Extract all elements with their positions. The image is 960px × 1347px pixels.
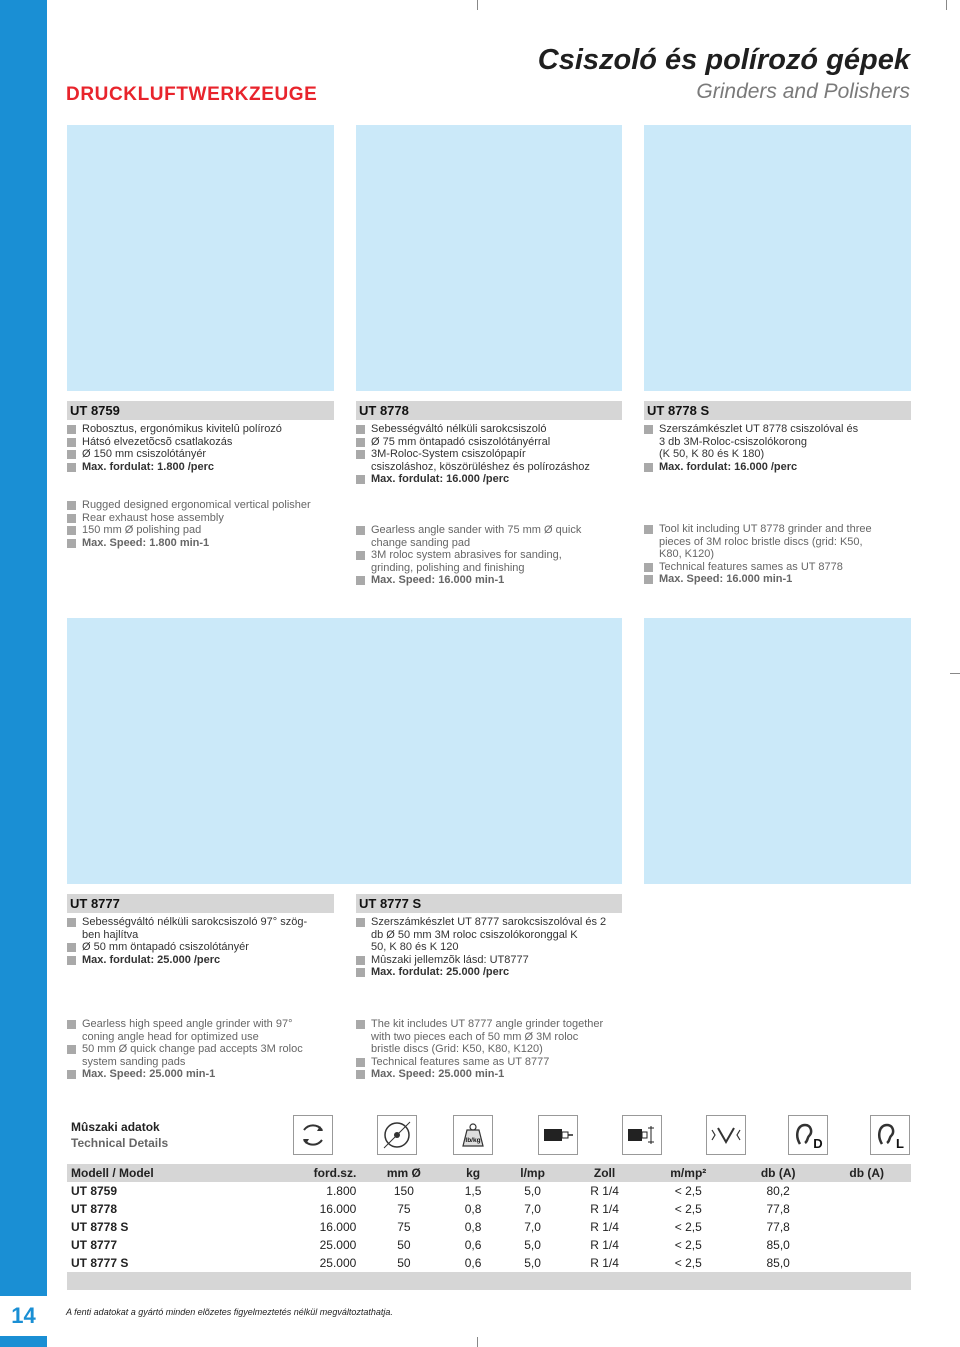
- list-item: Szerszámkészlet UT 8778 csiszolóval és: [644, 423, 911, 436]
- col-header-model: Modell / Model: [67, 1164, 255, 1182]
- product-photo-ut8759: [67, 125, 334, 391]
- table-row: [67, 1218, 911, 1236]
- cell: < 2,5: [674, 1238, 702, 1252]
- cell-model: UT 8777 S: [71, 1256, 129, 1270]
- list-item: K80, K120): [659, 548, 715, 560]
- cell: [822, 1218, 911, 1236]
- cell: 150: [393, 1184, 414, 1198]
- col-header-vibration: m/mp²: [643, 1164, 734, 1182]
- list-item: Technical features same as UT 8777: [356, 1056, 626, 1069]
- tech-title-en: Technical Details: [71, 1136, 169, 1150]
- model-header-ut8777: UT 8777: [67, 894, 334, 913]
- table-row: [67, 1182, 911, 1200]
- weight-icon: [453, 1115, 493, 1155]
- cell: 1,5: [464, 1184, 482, 1198]
- cell-model: UT 8778 S: [71, 1220, 129, 1234]
- list-item: system sanding pads: [82, 1055, 186, 1068]
- noise-power-label: L: [896, 1136, 904, 1151]
- table-row: [67, 1254, 911, 1272]
- list-item: Gearless high speed angle grinder with 97°: [67, 1018, 327, 1031]
- cell: < 2,5: [674, 1256, 702, 1270]
- col-header-weight: kg: [447, 1164, 498, 1182]
- description-hu-ut8778: [356, 423, 622, 486]
- crop-mark: [950, 673, 960, 674]
- noise-pressure-icon: [788, 1115, 828, 1155]
- description-en-ut8759: [67, 499, 342, 549]
- cell: [822, 1236, 911, 1254]
- cell: 0,6: [464, 1238, 482, 1252]
- cell: 77,8: [766, 1202, 790, 1216]
- cell: 75: [397, 1220, 411, 1234]
- product-photo-ut8777s: [644, 618, 911, 884]
- cell-model: UT 8759: [71, 1184, 118, 1198]
- list-item: Szerszámkészlet UT 8777 sarokcsiszolóval és 2: [356, 916, 622, 929]
- cell: 25.000: [319, 1256, 357, 1270]
- cell: 50: [397, 1256, 411, 1270]
- list-item: bristle discs (Grid: K50, K80, K120): [371, 1043, 543, 1055]
- cell: 16.000: [319, 1220, 357, 1234]
- cell: [822, 1182, 911, 1200]
- cell: 16.000: [319, 1202, 357, 1216]
- table-footer-bar: [67, 1272, 911, 1290]
- list-item: Gearless angle sander with 75 mm Ø quick: [356, 524, 622, 537]
- list-item: Hátsó elvezetõcsõ csatlakozás: [67, 436, 334, 449]
- air-consumption-icon: [538, 1115, 578, 1155]
- list-item: Max. Speed: 25.000 min-1: [67, 1068, 327, 1081]
- list-item: Max. Speed: 25.000 min-1: [356, 1068, 626, 1081]
- list-item: Rear exhaust hose assembly: [67, 512, 342, 525]
- description-hu-ut8777s: [356, 916, 622, 979]
- list-item: coning angle head for optimized use: [82, 1030, 259, 1043]
- table-row: [67, 1236, 911, 1254]
- list-item: 50, K 80 és K 120: [371, 941, 459, 953]
- page-title: Csiszoló és polírozó gépek: [537, 44, 910, 76]
- model-header-ut8778: UT 8778: [356, 401, 622, 420]
- description-en-ut8778s: [644, 523, 911, 586]
- cell: 85,0: [766, 1256, 790, 1270]
- cell: 85,0: [766, 1238, 790, 1252]
- list-item: grinding, polishing and finishing: [371, 561, 525, 574]
- list-item: ben hajlítva: [82, 928, 139, 941]
- disc-icon: [377, 1115, 417, 1155]
- description-en-ut8777: [67, 1018, 327, 1081]
- cell: < 2,5: [674, 1202, 702, 1216]
- crop-mark: [477, 1337, 478, 1347]
- list-item: Ø 50 mm öntapadó csiszolótányér: [67, 941, 317, 954]
- list-item: csiszoláshoz, köszörüléshez és polírozáshoz: [371, 460, 590, 473]
- col-header-noise-power: db (A): [822, 1164, 911, 1182]
- list-item: Mûszaki jellemzõk lásd: UT8777: [356, 954, 622, 967]
- product-photo-ut8777: [67, 618, 622, 884]
- cell: R 1/4: [590, 1202, 619, 1216]
- list-item: (K 50, K 80 és K 180): [659, 448, 765, 460]
- cell: R 1/4: [590, 1220, 619, 1234]
- product-photo-ut8778s: [644, 125, 911, 391]
- cell: < 2,5: [674, 1184, 702, 1198]
- disclaimer-footnote: A fenti adatokat a gyártó minden elõzetes figyelmeztetés nélkül megváltoztathatja.: [66, 1307, 393, 1317]
- list-item: Max. Speed: 16.000 min-1: [356, 574, 622, 587]
- list-item: with two pieces each of 50 mm Ø 3M roloc: [371, 1030, 579, 1043]
- model-header-ut8777s: UT 8777 S: [356, 894, 622, 913]
- list-item: 150 mm Ø polishing pad: [67, 524, 342, 537]
- table-row: [67, 1200, 911, 1218]
- air-inlet-icon: [622, 1115, 662, 1155]
- list-item: The kit includes UT 8777 angle grinder together: [356, 1018, 626, 1031]
- crop-mark: [477, 0, 478, 10]
- list-item: Ø 75 mm öntapadó csiszolótányérral: [356, 436, 622, 449]
- table-header-row: [67, 1164, 911, 1182]
- side-bar: [0, 0, 47, 1347]
- list-item: Sebességváltó nélküli sarokcsiszoló: [356, 423, 622, 436]
- list-item: Max. fordulat: 16.000 /perc: [356, 473, 622, 486]
- list-item: Rugged designed ergonomical vertical polisher: [67, 499, 342, 512]
- list-item: pieces of 3M roloc bristle discs (grid: K50,: [659, 535, 863, 548]
- list-item: Robosztus, ergonómikus kivitelû polírozó: [67, 423, 334, 436]
- cell: 5,0: [524, 1238, 541, 1252]
- vibration-icon: [706, 1115, 746, 1155]
- cell: R 1/4: [590, 1256, 619, 1270]
- cell: 7,0: [524, 1220, 541, 1234]
- page-number: 14: [0, 1296, 47, 1336]
- cell: 5,0: [524, 1256, 541, 1270]
- col-header-air: l/mp: [499, 1164, 567, 1182]
- list-item: Max. fordulat: 25.000 /perc: [356, 966, 622, 979]
- list-item: db Ø 50 mm 3M roloc csiszolókoronggal K: [371, 928, 578, 941]
- product-photo-ut8778: [356, 125, 622, 391]
- list-item: 50 mm Ø quick change pad accepts 3M roloc: [67, 1043, 327, 1056]
- tech-title-hu: Mûszaki adatok: [71, 1120, 160, 1134]
- list-item: Sebességváltó nélküli sarokcsiszoló 97° szög-: [67, 916, 317, 929]
- list-item: change sanding pad: [371, 536, 471, 549]
- noise-power-icon: [870, 1115, 910, 1155]
- list-item: 3M-Roloc-System csiszolópapír: [356, 448, 622, 461]
- rotation-icon: [293, 1115, 333, 1155]
- description-en-ut8777s: [356, 1018, 626, 1081]
- list-item: Max. fordulat: 1.800 /perc: [67, 461, 334, 474]
- cell: [822, 1254, 911, 1272]
- list-item: Max. fordulat: 25.000 /perc: [67, 954, 317, 967]
- cell: 0,8: [464, 1202, 482, 1216]
- cell-model: UT 8778: [71, 1202, 118, 1216]
- list-item: Max. Speed: 1.800 min-1: [67, 537, 342, 550]
- list-item: Technical features sames as UT 8778: [644, 561, 911, 574]
- list-item: Max. Speed: 16.000 min-1: [644, 573, 911, 586]
- noise-pressure-label: D: [813, 1136, 823, 1151]
- crop-mark: [946, 0, 947, 10]
- col-header-noise-pressure: db (A): [734, 1164, 823, 1182]
- description-en-ut8778: [356, 524, 622, 587]
- model-header-ut8759: UT 8759: [67, 401, 334, 420]
- cell: 50: [397, 1238, 411, 1252]
- description-hu-ut8777: [67, 916, 317, 966]
- cell: < 2,5: [674, 1220, 702, 1234]
- weight-icon-label: lb/kg: [465, 1137, 481, 1144]
- col-header-inlet: Zoll: [567, 1164, 643, 1182]
- cell: R 1/4: [590, 1184, 619, 1198]
- cell: 1.800: [326, 1184, 357, 1198]
- cell: 7,0: [524, 1202, 541, 1216]
- description-hu-ut8759: [67, 423, 334, 473]
- list-item: Tool kit including UT 8778 grinder and three: [644, 523, 911, 536]
- brand-label: DRUCKLUFTWERKZEUGE: [66, 84, 318, 105]
- cell: 25.000: [319, 1238, 357, 1252]
- cell: 80,2: [766, 1184, 790, 1198]
- cell: 0,8: [464, 1220, 482, 1234]
- cell: R 1/4: [590, 1238, 619, 1252]
- description-hu-ut8778s: [644, 423, 911, 473]
- list-item: Max. fordulat: 16.000 /perc: [644, 461, 911, 474]
- cell: 5,0: [524, 1184, 541, 1198]
- cell: 77,8: [766, 1220, 790, 1234]
- list-item: Ø 150 mm csiszolótányér: [67, 448, 334, 461]
- list-item: 3M roloc system abrasives for sanding,: [356, 549, 622, 562]
- model-header-ut8778s: UT 8778 S: [644, 401, 911, 420]
- list-item: 3 db 3M-Roloc-csiszolókorong: [659, 435, 807, 448]
- cell-model: UT 8777: [71, 1238, 118, 1252]
- spec-table: [67, 1164, 911, 1290]
- cell: 75: [397, 1202, 411, 1216]
- col-header-diameter: mm Ø: [360, 1164, 447, 1182]
- page-subtitle: Grinders and Polishers: [696, 80, 910, 103]
- cell: 0,6: [464, 1256, 482, 1270]
- cell: [822, 1200, 911, 1218]
- col-header-speed: ford.sz.: [255, 1164, 360, 1182]
